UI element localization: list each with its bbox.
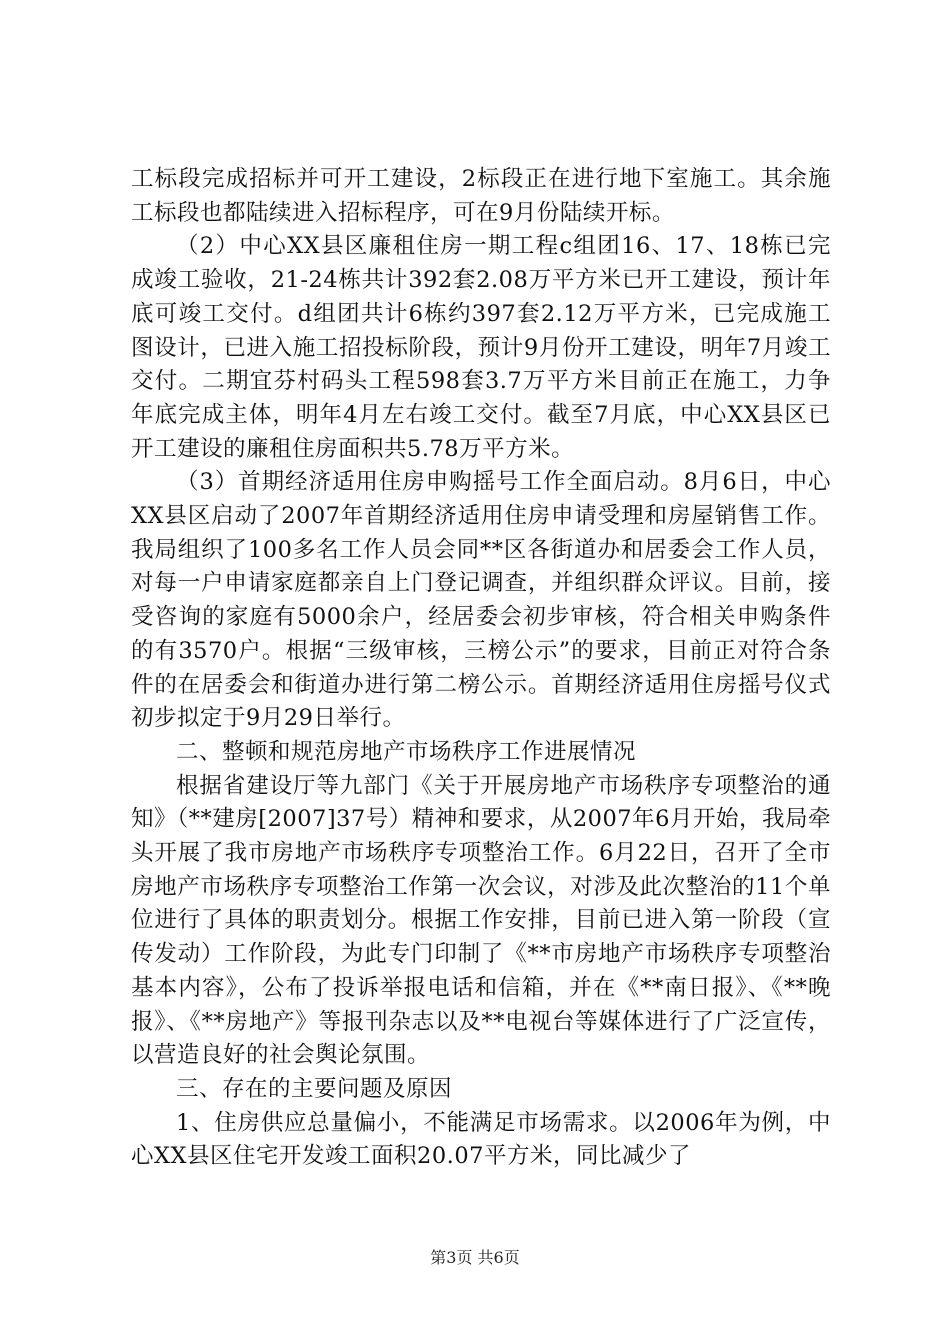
paragraph-supply-shortage: 1、住房供应总量偏小，不能满足市场需求。以2006年为例，中心XX县区住宅开发竣工面积20.07平方米，同比减少了 [131, 1109, 831, 1170]
paragraph-continuation: 工标段完成招标并可开工建设，2标段正在进行地下室施工。其余施工标段也都陆续进入招标程序，可在9月份陆续开标。 [131, 166, 831, 226]
section-heading-market-order: 二、整顿和规范房地产市场秩序工作进展情况 [176, 738, 637, 765]
paragraph-low-rent-housing: （2）中心XX县区廉租住房一期工程c组团16、17、18栋已完成竣工验收，21-24栋共计392套2.08万平方米已开工建设，预计年底可竣工交付。d组团共计6栋约397套2.12万平方米，已完成施工图设计，已进入施工招投标阶段，预计9月份开工建设，明年7月竣工交付。二期宜芬村码头工程598套3.7万平方米目前正在施工，力争年底完成主体，明年4月左右竣工交付。截至7月底，中心XX县区已开工建设的廉租住房面积共5.78万平方米。 [131, 233, 831, 462]
paragraph-market-rectification: 根据省建设厅等九部门《关于开展房地产市场秩序专项整治的通知》（**建房[2007]37号）精神和要求，从2007年6月开始，我局牵头开展了我市房地产市场秩序专项整治工作。6月22日，召开了全市房地产市场秩序专项整治工作第一次会议，对涉及此次整治的11个单位进行了具体的职责划分。根据工作安排，目前已进入第一阶段（宣传发动）工作阶段，为此专门印制了《**市房地产市场秩序专项整治基本内容》，公布了投诉举报电话和信箱，并在《**南日报》、《**晚报》、《**房地产》等报刊杂志以及**电视台等媒体进行了广泛宣传，以营造良好的社会舆论氛围。 [131, 772, 831, 1069]
document-body [131, 163, 831, 1174]
paragraph-affordable-housing-lottery: （3）首期经济适用住房申购摇号工作全面启动。8月6日，中心XX县区启动了2007年首期经济适用住房申请受理和房屋销售工作。我局组织了100多名工作人员会同**区各街道办和居委会工作人员，对每一户申请家庭都亲自上门登记调查，并组织群众评议。目前，接受咨询的家庭有5000余户，经居委会初步审核，符合相关申购条件的有3570户。根据“三级审核，三榜公示”的要求，目前正对符合条件的在居委会和街道办进行第二榜公示。首期经济适用住房摇号仪式初步拟定于9月29日举行。 [131, 469, 831, 732]
section-heading-problems: 三、存在的主要问题及原因 [176, 1075, 453, 1102]
page-footer: 第3页 共6页 [430, 1248, 520, 1267]
